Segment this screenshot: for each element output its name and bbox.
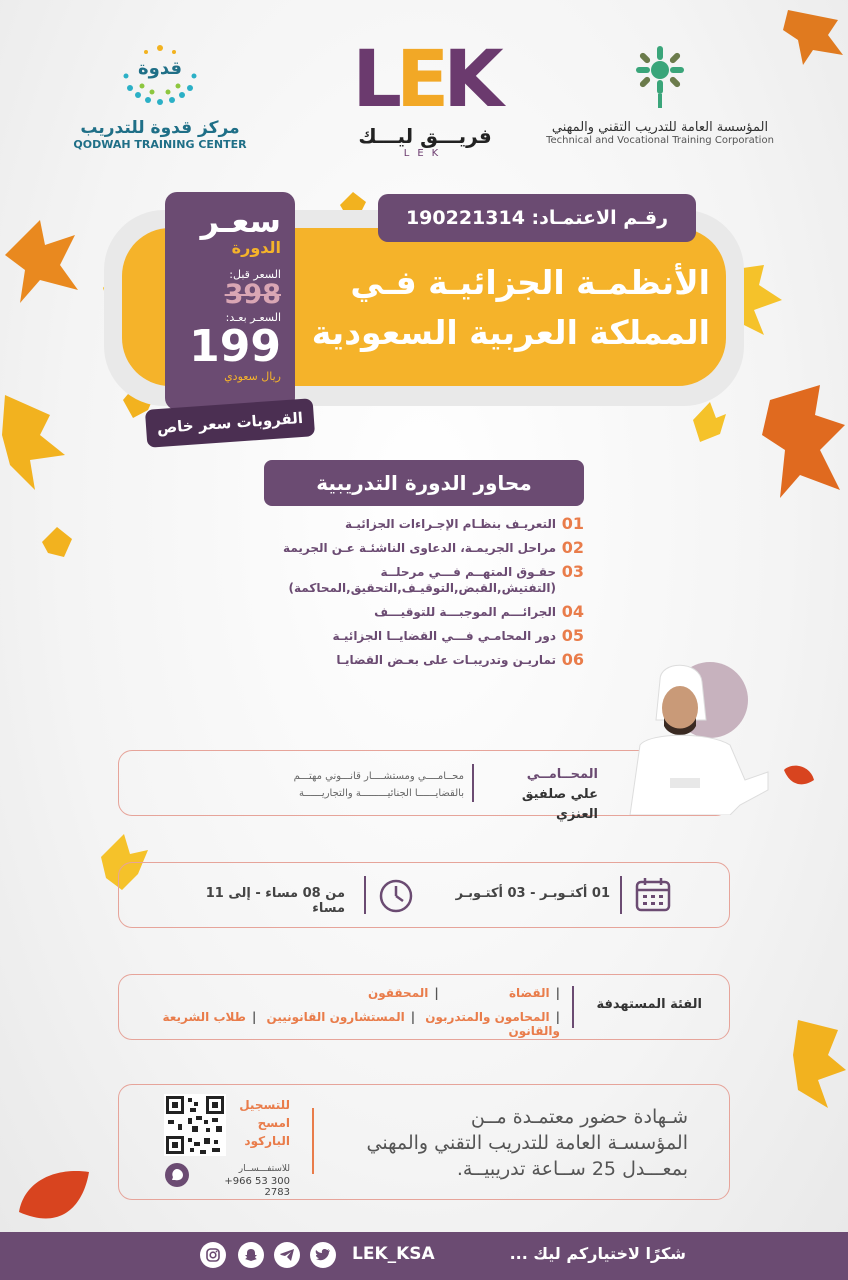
lek-logo [340,35,510,159]
leaf-decoration [0,385,70,495]
qodwah-logo [60,40,260,151]
lawyer-photo [620,660,770,815]
svg-text:قدوة: قدوة [138,58,182,79]
footer-thanks: شكرًا لاختياركم ليك ... [509,1244,686,1263]
list-item: 02 مراحل الجريمـة، الدعاوى الناشئـة عـن الجريمة [283,538,584,557]
register-line3: الباركود [244,1134,290,1148]
list-item: 03 حقـوق المتهــم فـــي مرحلــة (التفتيش,القبض,التوقيـف,التحقيق,المحاكمة) [288,562,584,595]
lek-mark: LEK [352,35,498,125]
tvtc-name-en: Technical and Vocational Training Corporation [546,135,774,146]
audience-row-2: |المحامون والمتدربون |المستشارون القانونيين |طلاب الشريعة والقانون [162,1010,560,1038]
lawyer-name [480,765,598,825]
whatsapp-icon[interactable] [164,1162,190,1188]
inquiry-phone[interactable]: +966 53 300 2783 [224,1176,290,1198]
group-price-tag: القروبات سعر خاص [145,398,315,448]
lawyer-title: المحــامــي [526,767,598,782]
lawyer-bio [124,768,464,802]
qr-code[interactable] [164,1094,226,1156]
audience-row-1: |القضاة |المحققون [368,986,560,1000]
qodwah-dots-icon [118,40,202,108]
register-instructions [224,1096,290,1150]
clock-icon [378,878,414,914]
leaf-decoration [778,0,848,70]
audience-item: القضاة [508,986,550,1000]
certificate-line2: المؤسسـة العامة للتدريب التقني والمهني [366,1132,688,1154]
divider [572,986,574,1028]
certificate-line1: شـهادة حضور معتمـدة مــن [470,1106,688,1128]
social-handle[interactable]: LEK_KSA [352,1244,435,1264]
certificate-text [326,1104,688,1182]
price-before-label: السعر قبل: [229,268,281,281]
lawyer-bio-line2: بالقضايــــــا الجنائيـــــــــة والتجاريــــــة [298,788,464,799]
price-after-label: السعـر بعـد: [225,311,281,324]
audience-item: طلاب الشريعة والقانون [162,1010,560,1038]
divider [472,764,474,802]
register-line2: امسح [257,1116,290,1130]
calendar-icon [634,876,672,914]
list-item: 04 الجرائـــم الموجبـــة للتوقيـــف [374,602,584,621]
audience-item: المحامون والمتدربون [425,1010,550,1024]
twitter-icon[interactable] [310,1242,336,1268]
price-currency: ريال سعودي [224,370,281,383]
leaf-decoration [40,525,74,559]
qodwah-name-ar: مركز قدوة للتدريب [80,118,240,138]
course-title-line2: المملكة العربية السعودية [311,313,710,352]
price-before-value: 398 [224,279,281,310]
divider [364,876,366,914]
course-title [300,258,710,358]
qodwah-name-en: QODWAH TRAINING CENTER [73,138,247,151]
leaf-decoration [782,760,816,790]
price-card [165,192,295,410]
price-label: سعـر [200,202,281,240]
lek-name-en: LEK [403,148,447,159]
leaf-decoration [0,215,80,305]
lawyer-full-name: علي صلفيق العنزي [521,787,598,822]
accreditation-number: رقـم الاعتمـاد: 190221314 [378,194,696,242]
list-item: 05 دور المحامـي فـــي القضايــا الجزائيـة [332,626,584,645]
leaf-decoration [788,1010,848,1110]
tvtc-name-ar: المؤسسة العامة للتدريب التقني والمهني [551,120,769,135]
register-line1: للتسجيل [239,1098,290,1112]
course-title-line1: الأنظمـة الجزائيـة فـي [350,263,710,302]
course-time: من 08 مساء - إلى 11 مساء [205,886,345,916]
audience-item: المحققون [368,986,429,1000]
list-item: 06 تماريـن وتدريبـات على بعـض القضايـا [336,650,584,669]
tvtc-logo [540,40,780,146]
divider [620,876,622,914]
certificate-line3: بمعـــدل 25 ســاعة تدريبيــة. [456,1158,688,1180]
telegram-icon[interactable] [274,1242,300,1268]
axes-list [220,516,584,676]
price-after-value: 199 [189,321,281,372]
lawyer-bio-line1: محــامــــي ومستشــــار قانـــوني مهتـــم [293,771,464,782]
divider [312,1108,314,1174]
axes-heading: محاور الدورة التدريبية [264,460,584,506]
audience-item: المستشارون القانونيين [266,1010,405,1024]
lek-name-ar: فريـــق ليـــك [358,124,492,148]
leaf-decoration [688,400,728,444]
audience-label: الفئة المستهدفة [596,997,702,1012]
instagram-icon[interactable] [200,1242,226,1268]
price-sublabel: الدورة [231,238,281,257]
inquiry-label: للاستفـــســار [238,1164,290,1174]
snapchat-icon[interactable] [238,1242,264,1268]
course-dates: 01 أكتـوبـر - 03 أكتـوبـر [455,886,610,901]
leaf-decoration [760,380,848,500]
tvtc-emblem-icon [628,40,692,110]
leaf-decoration [14,1162,94,1234]
list-item: 01 التعريـف بنظـام الإجـراءات الجزائيـة [345,514,584,533]
